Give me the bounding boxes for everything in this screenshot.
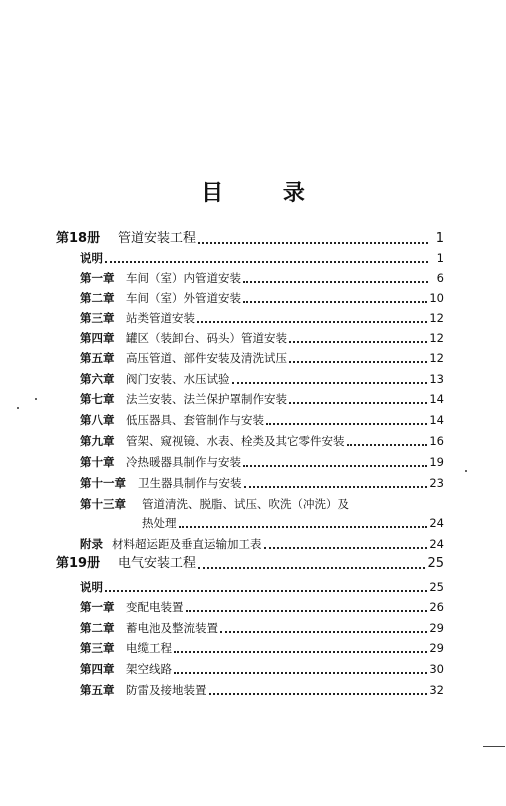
- toc-entry-chapter[interactable]: [80, 476, 444, 490]
- page-number: 19: [429, 455, 444, 469]
- chapter-number: 第十一章: [80, 476, 126, 490]
- page-number: 23: [429, 476, 444, 490]
- chapter-number: 第十章: [80, 455, 115, 469]
- page-number: 29: [429, 641, 444, 655]
- scan-speck: [17, 407, 19, 409]
- chapter-number: 第五章: [80, 351, 115, 365]
- entry-title: 站类管道安装: [126, 311, 195, 325]
- toc-entry-chapter[interactable]: [80, 372, 444, 386]
- dot-leader: [179, 525, 428, 528]
- toc-entry-chapter[interactable]: [80, 434, 444, 448]
- dot-leader: [198, 241, 428, 244]
- chapter-number: 第七章: [80, 392, 115, 406]
- chapter-number: 第二章: [80, 291, 115, 305]
- chapter-number: 第四章: [80, 662, 115, 676]
- dot-leader: [347, 443, 428, 446]
- dot-leader: [232, 381, 428, 384]
- chapter-number: 第三章: [80, 311, 115, 325]
- dot-leader: [220, 630, 427, 633]
- page-number: 1: [435, 231, 444, 246]
- toc-entry-chapter[interactable]: [80, 662, 444, 676]
- page-number: 30: [429, 662, 444, 676]
- entry-label: 说明: [80, 580, 103, 594]
- chapter-number: 第一章: [80, 271, 115, 285]
- entry-title: 变配电装置: [126, 600, 184, 614]
- book-number: 第19册: [56, 556, 101, 571]
- scan-speck: [465, 470, 467, 472]
- page-number: 10: [429, 291, 444, 305]
- toc-entry-chapter[interactable]: [80, 683, 444, 697]
- toc-entry-notes[interactable]: [80, 251, 444, 265]
- toc-entry-chapter[interactable]: [80, 497, 349, 511]
- entry-title: 热处理: [142, 516, 177, 530]
- chapter-number: 第三章: [80, 641, 115, 655]
- dot-leader: [289, 340, 427, 343]
- dot-leader: [186, 609, 428, 612]
- toc-entry-chapter[interactable]: [80, 392, 444, 406]
- dot-leader: [243, 300, 427, 303]
- entry-title: 车间（室）内管道安装: [126, 271, 241, 285]
- entry-title: 管道安装工程: [118, 231, 197, 246]
- dot-leader: [105, 260, 428, 263]
- toc-entry-appendix[interactable]: [80, 537, 444, 551]
- toc-entry-chapter[interactable]: [80, 291, 444, 305]
- page-number: 26: [429, 600, 444, 614]
- toc-entry-chapter[interactable]: [80, 600, 444, 614]
- page-number: 12: [429, 311, 444, 325]
- dot-leader: [289, 360, 427, 363]
- book-number: 第18册: [56, 231, 101, 246]
- entry-title: 阀门安装、水压试验: [126, 372, 230, 386]
- chapter-number: 第一章: [80, 600, 115, 614]
- toc-entry-continuation[interactable]: [142, 516, 444, 530]
- entry-label: 说明: [80, 251, 103, 265]
- chapter-number: 第八章: [80, 413, 115, 427]
- page-number: 24: [429, 516, 444, 530]
- entry-title: 电气安装工程: [118, 556, 197, 571]
- toc-entry-chapter[interactable]: [80, 621, 444, 635]
- dot-leader: [243, 464, 427, 467]
- toc-entry-chapter[interactable]: [80, 331, 444, 345]
- entry-title: 蓄电池及整流装置: [126, 621, 218, 635]
- dot-leader: [198, 566, 425, 569]
- entry-title: 罐区（装卸台、码头）管道安装: [126, 331, 287, 345]
- dot-leader: [264, 546, 428, 549]
- toc-entry-chapter[interactable]: [80, 413, 444, 427]
- dot-leader: [266, 422, 427, 425]
- entry-title: 管架、窥视镜、水表、栓类及其它零件安装: [126, 434, 345, 448]
- entry-title: 车间（室）外管道安装: [126, 291, 241, 305]
- entry-title: 管道清洗、脱脂、试压、吹洗（冲洗）及: [142, 497, 349, 511]
- page-number: 14: [429, 413, 444, 427]
- page-number: 32: [429, 683, 444, 697]
- entry-title: 卫生器具制作与安装: [138, 476, 242, 490]
- chapter-number: 第六章: [80, 372, 115, 386]
- chapter-number: 第二章: [80, 621, 115, 635]
- page-number: 25: [429, 580, 444, 594]
- entry-title: 高压管道、部件安装及清洗试压: [126, 351, 287, 365]
- toc-entry-notes[interactable]: [80, 580, 444, 594]
- scan-stroke: [483, 746, 505, 747]
- page-number: 29: [429, 621, 444, 635]
- toc-entry-chapter[interactable]: [80, 641, 444, 655]
- entry-title: 材料超运距及垂直运输加工表: [112, 537, 262, 551]
- chapter-number: 第五章: [80, 683, 115, 697]
- page-number: 24: [429, 537, 444, 551]
- entry-title: 冷热暖器具制作与安装: [126, 455, 241, 469]
- toc-entry-chapter[interactable]: [80, 351, 444, 365]
- chapter-number: 第十三章: [80, 497, 126, 511]
- chapter-number: 第九章: [80, 434, 115, 448]
- entry-title: 法兰安装、法兰保护罩制作安装: [126, 392, 287, 406]
- dot-leader: [197, 320, 427, 323]
- scan-speck: [35, 398, 37, 400]
- toc-entry-book-19[interactable]: [56, 557, 444, 571]
- page-title: 目 录: [201, 181, 331, 206]
- page-number: 12: [429, 351, 444, 365]
- dot-leader: [244, 485, 428, 488]
- page-number: 1: [436, 251, 444, 265]
- toc-entry-chapter[interactable]: [80, 455, 444, 469]
- toc-entry-chapter[interactable]: [80, 271, 444, 285]
- dot-leader: [174, 671, 427, 674]
- page-number: 16: [429, 434, 444, 448]
- chapter-number: 第四章: [80, 331, 115, 345]
- toc-entry-chapter[interactable]: [80, 311, 444, 325]
- dot-leader: [289, 401, 427, 404]
- entry-title: 架空线路: [126, 662, 172, 676]
- dot-leader: [209, 692, 428, 695]
- toc-entry-book-18[interactable]: [56, 232, 444, 246]
- dot-leader: [105, 589, 427, 592]
- page-number: 25: [427, 556, 444, 571]
- entry-title: 低压器具、套管制作与安装: [126, 413, 264, 427]
- entry-title: 防雷及接地装置: [126, 683, 207, 697]
- appendix-label: 附录: [80, 537, 103, 551]
- page-number: 6: [436, 271, 444, 285]
- page-number: 13: [429, 372, 444, 386]
- dot-leader: [174, 650, 427, 653]
- page-number: 14: [429, 392, 444, 406]
- page-number: 12: [429, 331, 444, 345]
- entry-title: 电缆工程: [126, 641, 172, 655]
- dot-leader: [243, 280, 428, 283]
